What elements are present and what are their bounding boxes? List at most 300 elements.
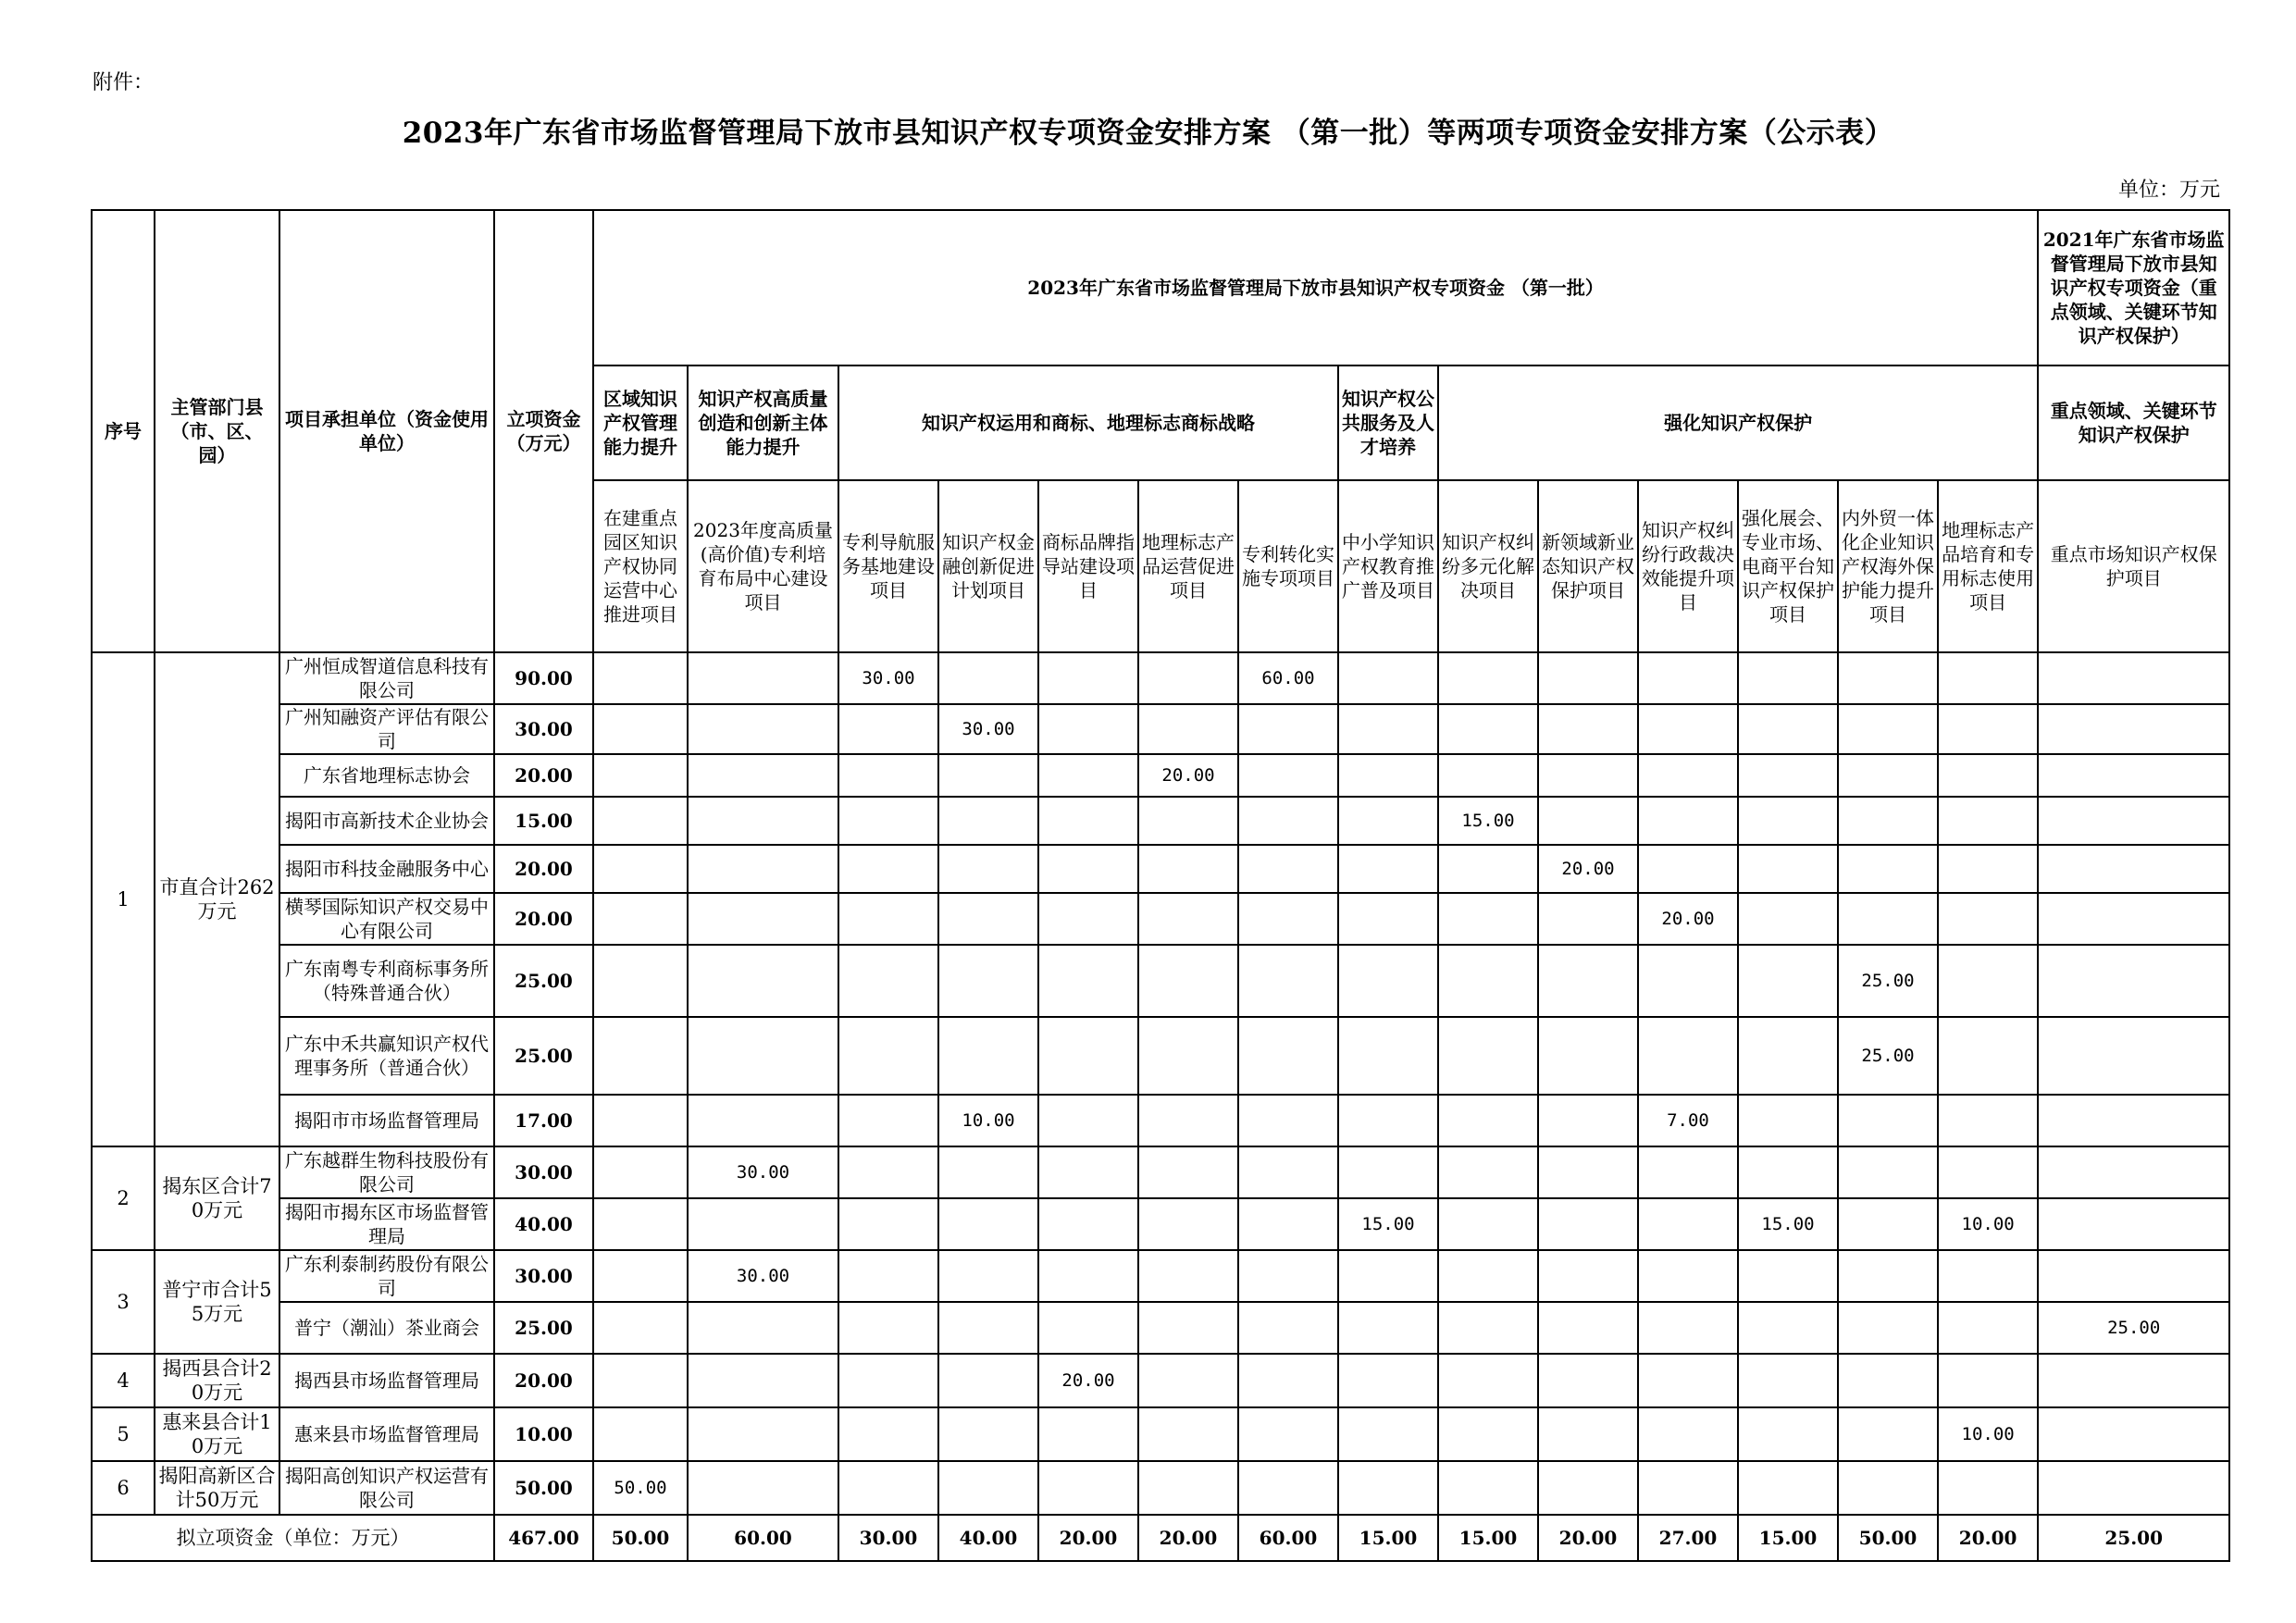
row-value	[1438, 1302, 1538, 1354]
group-dept: 揭阳高新区合计50万元	[155, 1461, 279, 1515]
row-value	[1538, 704, 1638, 754]
group-dept: 市直合计262万元	[155, 652, 279, 1146]
group-seq: 4	[92, 1354, 155, 1407]
row-value	[1638, 845, 1738, 893]
row-value	[1338, 1017, 1438, 1095]
row-value: 30.00	[938, 704, 1038, 754]
row-value	[1438, 1017, 1538, 1095]
row-value	[593, 797, 688, 845]
totals-row	[92, 1515, 2229, 1561]
row-value	[1538, 1407, 1638, 1461]
row-value	[1438, 845, 1538, 893]
row-value	[1338, 754, 1438, 797]
table-row	[92, 1354, 2229, 1407]
header-sub-5: 商标品牌指导站建设项目	[1038, 480, 1138, 652]
row-value	[1038, 1095, 1138, 1146]
row-value	[938, 1017, 1038, 1095]
row-value	[1338, 945, 1438, 1017]
row-value	[1838, 1354, 1938, 1407]
row-value	[1138, 845, 1238, 893]
row-value	[1838, 1407, 1938, 1461]
row-total: 30.00	[494, 1250, 593, 1302]
row-value	[1138, 1250, 1238, 1302]
row-value	[688, 1198, 838, 1250]
row-value	[1638, 1250, 1738, 1302]
header-sub-7: 专利转化实施专项项目	[1238, 480, 1338, 652]
row-value	[1138, 1017, 1238, 1095]
row-value	[1638, 945, 1738, 1017]
row-value	[938, 1302, 1038, 1354]
row-value	[838, 1146, 938, 1198]
row-value	[688, 754, 838, 797]
row-value	[1438, 893, 1538, 945]
row-value	[1938, 1461, 2038, 1515]
row-value	[593, 1250, 688, 1302]
row-value: 15.00	[1438, 797, 1538, 845]
row-value: 60.00	[1238, 652, 1338, 704]
row-value	[1838, 797, 1938, 845]
group-dept: 揭东区合计70万元	[155, 1146, 279, 1250]
row-value	[1938, 1095, 2038, 1146]
row-value	[1738, 704, 1838, 754]
header-cat-key: 重点领域、关键环节知识产权保护	[2038, 365, 2229, 480]
row-value	[1238, 1354, 1338, 1407]
totals-value: 15.00	[1738, 1515, 1838, 1561]
page-title: 2023年广东省市场监督管理局下放市县知识产权专项资金安排方案 （第一批）等两项专项资金安排方案（公示表）	[402, 117, 1894, 150]
row-value	[1038, 1461, 1138, 1515]
totals-value: 60.00	[688, 1515, 838, 1561]
row-value	[1338, 1095, 1438, 1146]
row-value	[2038, 704, 2229, 754]
header-sub-1: 在建重点园区知识产权协同运营中心推进项目	[593, 480, 688, 652]
header-seq: 序号	[92, 210, 155, 652]
row-total: 40.00	[494, 1198, 593, 1250]
row-value	[938, 797, 1038, 845]
row-value	[688, 845, 838, 893]
row-value: 50.00	[593, 1461, 688, 1515]
row-value	[688, 1354, 838, 1407]
row-value	[2038, 1198, 2229, 1250]
row-value	[1538, 893, 1638, 945]
row-value	[2038, 1095, 2229, 1146]
row-value	[593, 845, 688, 893]
row-value	[1438, 754, 1538, 797]
header-sub-4: 知识产权金融创新促进计划项目	[938, 480, 1038, 652]
row-value	[593, 1302, 688, 1354]
row-value	[1738, 1407, 1838, 1461]
row-value	[1138, 797, 1238, 845]
row-value	[1338, 1146, 1438, 1198]
row-value	[1138, 1407, 1238, 1461]
totals-value: 50.00	[1838, 1515, 1938, 1561]
row-value	[2038, 797, 2229, 845]
row-value	[2038, 1354, 2229, 1407]
row-value	[593, 1198, 688, 1250]
row-value: 20.00	[1038, 1354, 1138, 1407]
row-value	[1938, 1302, 2038, 1354]
row-value	[1038, 845, 1138, 893]
row-value: 15.00	[1338, 1198, 1438, 1250]
header-cat-quality: 知识产权高质量创造和创新主体能力提升	[688, 365, 838, 480]
row-value: 20.00	[1138, 754, 1238, 797]
row-value	[688, 1017, 838, 1095]
header-unit-name: 项目承担单位（资金使用单位）	[279, 210, 494, 652]
row-total: 10.00	[494, 1407, 593, 1461]
header-sub-8: 中小学知识产权教育推广普及项目	[1338, 480, 1438, 652]
row-value	[1738, 945, 1838, 1017]
row-value	[593, 893, 688, 945]
row-value	[2038, 652, 2229, 704]
totals-value: 20.00	[1538, 1515, 1638, 1561]
row-value	[1238, 1198, 1338, 1250]
row-value	[688, 1407, 838, 1461]
row-value	[1838, 652, 1938, 704]
row-value	[1138, 1198, 1238, 1250]
row-value: 10.00	[1938, 1198, 2038, 1250]
row-value	[1938, 704, 2038, 754]
row-value	[938, 1461, 1038, 1515]
row-value	[1538, 1302, 1638, 1354]
row-value	[2038, 945, 2229, 1017]
row-value	[1738, 797, 1838, 845]
row-value	[1838, 1302, 1938, 1354]
header-sub-3: 专利导航服务基地建设项目	[838, 480, 938, 652]
header-group-2023: 2023年广东省市场监督管理局下放市县知识产权专项资金 （第一批）	[593, 210, 2038, 365]
row-value	[838, 1407, 938, 1461]
totals-value: 20.00	[1138, 1515, 1238, 1561]
row-value	[1638, 652, 1738, 704]
header-cat-public: 知识产权公共服务及人才培养	[1338, 365, 1438, 480]
row-value	[938, 945, 1038, 1017]
row-value	[1638, 1146, 1738, 1198]
row-value	[838, 945, 938, 1017]
row-value	[1438, 1250, 1538, 1302]
row-value	[2038, 893, 2229, 945]
row-value	[1138, 893, 1238, 945]
row-value	[688, 797, 838, 845]
row-value	[1438, 704, 1538, 754]
row-value: 30.00	[838, 652, 938, 704]
row-value: 25.00	[2038, 1302, 2229, 1354]
row-total: 30.00	[494, 1146, 593, 1198]
header-cat-regional: 区域知识产权管理能力提升	[593, 365, 688, 480]
row-value	[1038, 652, 1138, 704]
row-value	[1338, 1354, 1438, 1407]
row-total: 20.00	[494, 845, 593, 893]
row-value	[938, 1146, 1038, 1198]
row-value	[1638, 704, 1738, 754]
row-org: 揭阳高创知识产权运营有限公司	[279, 1461, 494, 1515]
row-value	[2038, 1461, 2229, 1515]
header-sub-10: 新领域新业态知识产权保护项目	[1538, 480, 1638, 652]
row-value	[1238, 1146, 1338, 1198]
row-value	[688, 652, 838, 704]
row-total: 25.00	[494, 945, 593, 1017]
row-value	[1938, 754, 2038, 797]
totals-value: 50.00	[593, 1515, 688, 1561]
table-row	[92, 845, 2229, 893]
row-value	[938, 845, 1038, 893]
row-value: 30.00	[688, 1146, 838, 1198]
group-dept: 普宁市合计55万元	[155, 1250, 279, 1354]
row-value	[1738, 1250, 1838, 1302]
totals-value: 30.00	[838, 1515, 938, 1561]
row-value	[1738, 1095, 1838, 1146]
row-value	[1938, 1250, 2038, 1302]
row-value	[1638, 1017, 1738, 1095]
row-value	[1738, 893, 1838, 945]
row-value	[2038, 1250, 2229, 1302]
table-row	[92, 1250, 2229, 1302]
header-cat-usage: 知识产权运用和商标、地理标志商标战略	[838, 365, 1338, 480]
row-value	[1138, 1146, 1238, 1198]
row-org: 广东越群生物科技股份有限公司	[279, 1146, 494, 1198]
row-value	[593, 1407, 688, 1461]
totals-total: 467.00	[494, 1515, 593, 1561]
row-value	[1638, 1407, 1738, 1461]
row-value	[1038, 1302, 1138, 1354]
unit-label: 单位：万元	[2117, 179, 2220, 202]
row-value	[1338, 893, 1438, 945]
row-value	[1138, 1461, 1238, 1515]
row-total: 15.00	[494, 797, 593, 845]
row-value	[838, 797, 938, 845]
table-row	[92, 704, 2229, 754]
row-value	[1138, 1095, 1238, 1146]
row-org: 揭阳市高新技术企业协会	[279, 797, 494, 845]
row-value	[1638, 1198, 1738, 1250]
row-total: 30.00	[494, 704, 593, 754]
row-value	[688, 1302, 838, 1354]
row-value	[1338, 1461, 1438, 1515]
row-total: 20.00	[494, 893, 593, 945]
row-value	[1638, 1354, 1738, 1407]
row-value	[1138, 1354, 1238, 1407]
row-value	[593, 754, 688, 797]
row-value	[1738, 845, 1838, 893]
row-value	[1538, 652, 1638, 704]
row-value	[1838, 1461, 1938, 1515]
row-value	[1338, 1250, 1438, 1302]
row-value: 20.00	[1538, 845, 1638, 893]
row-value	[1238, 893, 1338, 945]
table-row	[92, 754, 2229, 797]
totals-value: 25.00	[2038, 1515, 2229, 1561]
row-value	[838, 1461, 938, 1515]
table-row	[92, 797, 2229, 845]
row-value	[1038, 893, 1138, 945]
row-value	[838, 1354, 938, 1407]
row-total: 20.00	[494, 1354, 593, 1407]
row-value	[1038, 1407, 1138, 1461]
row-org: 广东南粤专利商标事务所（特殊普通合伙）	[279, 945, 494, 1017]
table-row	[92, 652, 2229, 704]
header-sub-6: 地理标志产品运营促进项目	[1138, 480, 1238, 652]
header-sub-9: 知识产权纠纷多元化解决项目	[1438, 480, 1538, 652]
row-value	[1638, 1461, 1738, 1515]
totals-value: 20.00	[1038, 1515, 1138, 1561]
totals-value: 60.00	[1238, 1515, 1338, 1561]
row-value	[1938, 893, 2038, 945]
row-value	[1438, 1354, 1538, 1407]
row-value	[688, 704, 838, 754]
row-value	[938, 754, 1038, 797]
row-value	[1238, 1461, 1338, 1515]
row-value	[1138, 652, 1238, 704]
row-org: 广东中禾共赢知识产权代理事务所（普通合伙）	[279, 1017, 494, 1095]
row-value	[1938, 1017, 2038, 1095]
row-value	[1138, 704, 1238, 754]
table-row	[92, 1146, 2229, 1198]
row-value	[838, 1302, 938, 1354]
totals-value: 27.00	[1638, 1515, 1738, 1561]
row-value	[1538, 1250, 1638, 1302]
row-value	[1038, 945, 1138, 1017]
row-value	[688, 945, 838, 1017]
row-value	[593, 652, 688, 704]
row-value	[838, 704, 938, 754]
row-value	[938, 893, 1038, 945]
row-value	[1138, 945, 1238, 1017]
attachment-label: 附件：	[93, 71, 155, 94]
row-value	[1538, 797, 1638, 845]
row-value	[1138, 1302, 1238, 1354]
row-value	[1038, 1017, 1138, 1095]
row-value	[688, 1095, 838, 1146]
row-org: 横琴国际知识产权交易中心有限公司	[279, 893, 494, 945]
row-value	[838, 1250, 938, 1302]
row-value	[1338, 1302, 1438, 1354]
row-value	[1538, 1354, 1638, 1407]
header-group-2021: 2021年广东省市场监督管理局下放市县知识产权专项资金（重点领域、关键环节知识产权保护）	[2038, 210, 2229, 365]
row-total: 50.00	[494, 1461, 593, 1515]
row-value	[1038, 797, 1138, 845]
row-value	[838, 1095, 938, 1146]
header-dept: 主管部门县（市、区、园）	[155, 210, 279, 652]
row-value	[688, 893, 838, 945]
row-value	[1438, 1146, 1538, 1198]
header-sub-12: 强化展会、专业市场、电商平台知识产权保护项目	[1738, 480, 1838, 652]
row-value	[938, 1198, 1038, 1250]
row-value	[593, 1017, 688, 1095]
row-value	[688, 1461, 838, 1515]
row-value	[1838, 1095, 1938, 1146]
row-value	[1738, 1302, 1838, 1354]
row-value: 20.00	[1638, 893, 1738, 945]
row-value	[1238, 1302, 1338, 1354]
group-seq: 6	[92, 1461, 155, 1515]
table-row	[92, 945, 2229, 1017]
row-total: 25.00	[494, 1017, 593, 1095]
row-value	[1438, 1198, 1538, 1250]
group-dept: 惠来县合计10万元	[155, 1407, 279, 1461]
row-value: 25.00	[1838, 1017, 1938, 1095]
row-value	[1538, 945, 1638, 1017]
row-value	[1938, 845, 2038, 893]
row-value	[1038, 1198, 1138, 1250]
row-value	[1038, 1250, 1138, 1302]
row-total: 20.00	[494, 754, 593, 797]
row-value	[2038, 754, 2229, 797]
row-value	[1538, 1017, 1638, 1095]
row-value	[1438, 1095, 1538, 1146]
table-row	[92, 1198, 2229, 1250]
row-value	[1238, 754, 1338, 797]
row-value	[1738, 652, 1838, 704]
row-value	[1338, 1407, 1438, 1461]
row-value	[1238, 797, 1338, 845]
totals-label: 拟立项资金（单位：万元）	[92, 1515, 494, 1561]
row-total: 90.00	[494, 652, 593, 704]
row-value	[1738, 754, 1838, 797]
row-value	[838, 1198, 938, 1250]
totals-value: 15.00	[1338, 1515, 1438, 1561]
row-value	[1838, 845, 1938, 893]
row-value	[1938, 652, 2038, 704]
row-value	[1838, 1250, 1938, 1302]
row-value	[1638, 797, 1738, 845]
row-org: 广州恒成智道信息科技有限公司	[279, 652, 494, 704]
row-value	[1238, 945, 1338, 1017]
row-value	[1438, 945, 1538, 1017]
row-value	[1638, 1302, 1738, 1354]
header-sub-11: 知识产权纠纷行政裁决效能提升项目	[1638, 480, 1738, 652]
row-value: 30.00	[688, 1250, 838, 1302]
row-value	[1938, 1146, 2038, 1198]
row-value	[1238, 1250, 1338, 1302]
row-value	[1538, 754, 1638, 797]
row-value	[1738, 1354, 1838, 1407]
row-value	[1338, 797, 1438, 845]
row-value	[1038, 754, 1138, 797]
row-org: 广州知融资产评估有限公司	[279, 704, 494, 754]
table-row	[92, 1407, 2229, 1461]
group-dept: 揭西县合计20万元	[155, 1354, 279, 1407]
row-value	[2038, 845, 2229, 893]
row-value	[938, 652, 1038, 704]
row-org: 惠来县市场监督管理局	[279, 1407, 494, 1461]
row-value	[938, 1407, 1038, 1461]
group-seq: 5	[92, 1407, 155, 1461]
row-value	[1238, 704, 1338, 754]
row-value	[593, 704, 688, 754]
row-value	[1238, 1407, 1338, 1461]
totals-value: 15.00	[1438, 1515, 1538, 1561]
row-value	[838, 1017, 938, 1095]
row-value	[938, 1250, 1038, 1302]
row-value	[593, 1146, 688, 1198]
header-sub-15: 重点市场知识产权保护项目	[2038, 480, 2229, 652]
table-row	[92, 1302, 2229, 1354]
row-org: 揭阳市科技金融服务中心	[279, 845, 494, 893]
row-value	[1738, 1461, 1838, 1515]
row-value	[1038, 1146, 1138, 1198]
table-row	[92, 1095, 2229, 1146]
group-seq: 1	[92, 652, 155, 1146]
row-value	[1938, 945, 2038, 1017]
row-value	[1338, 845, 1438, 893]
row-value: 10.00	[1938, 1407, 2038, 1461]
row-value	[1938, 797, 2038, 845]
totals-value: 20.00	[1938, 1515, 2038, 1561]
row-value	[593, 945, 688, 1017]
header-cat-protect: 强化知识产权保护	[1438, 365, 2038, 480]
row-value	[1938, 1354, 2038, 1407]
row-org: 普宁（潮汕）茶业商会	[279, 1302, 494, 1354]
row-value	[938, 1354, 1038, 1407]
row-value	[1338, 704, 1438, 754]
row-total: 25.00	[494, 1302, 593, 1354]
